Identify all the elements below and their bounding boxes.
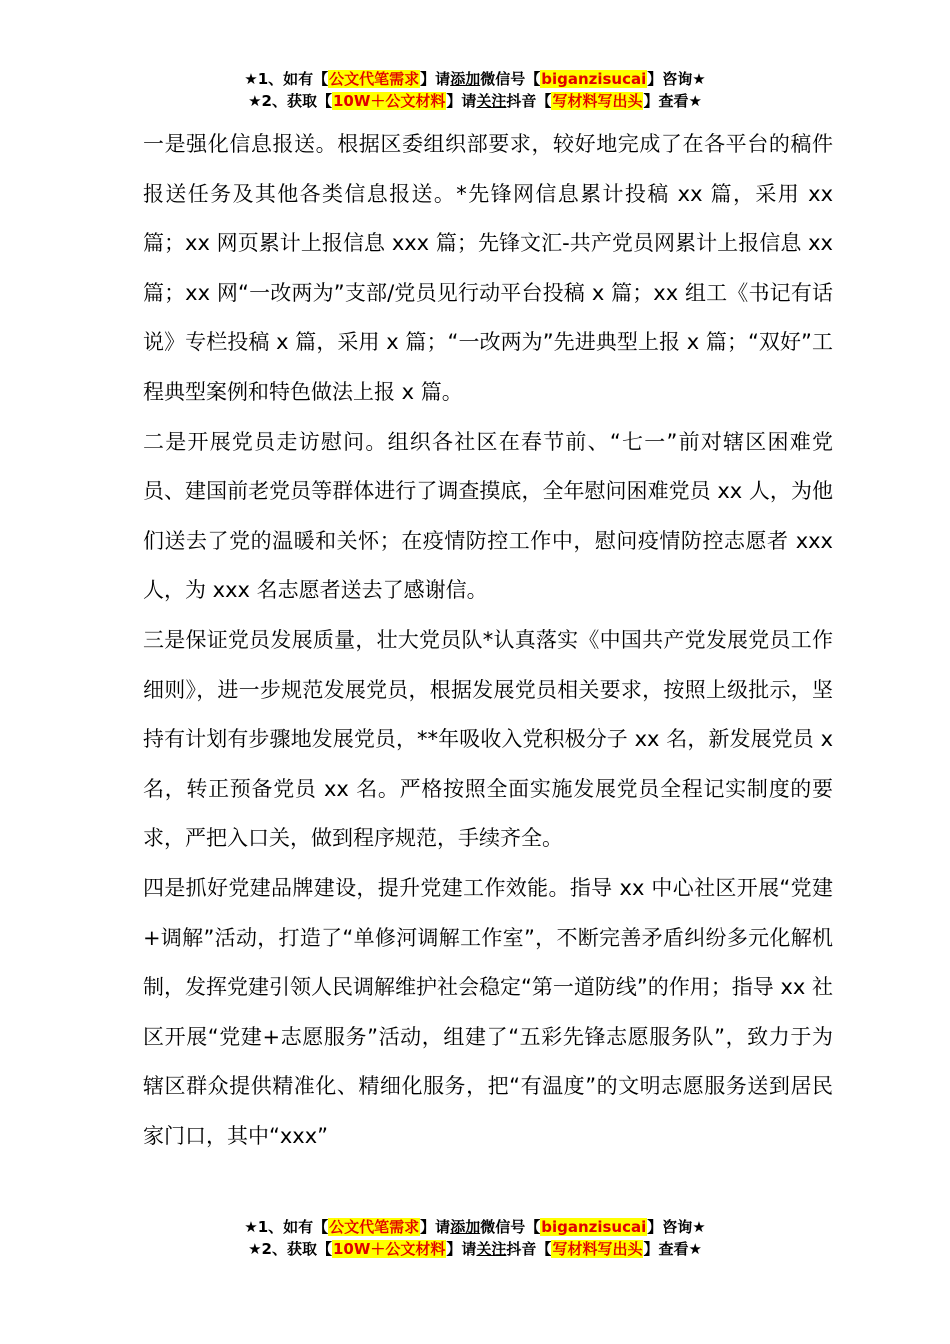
banner-text: 抖音【 [506, 92, 552, 110]
banner-text: 】请 [420, 70, 451, 88]
banner-text: 】查看★ [643, 1240, 702, 1258]
banner-text: 】请 [420, 1218, 451, 1236]
highlight-service: 公文代笔需求 [329, 1218, 420, 1236]
banner-text: 】请 [446, 92, 477, 110]
highlight-service: 公文代笔需求 [329, 70, 420, 88]
highlight-wechat-id: biganzisucai [541, 70, 647, 88]
underlined-text: 关注 [476, 1240, 507, 1258]
highlight-wechat-id: biganzisucai [541, 1218, 647, 1236]
underlined-text: 关注 [476, 92, 507, 110]
banner-text: ★2、获取【 [248, 1240, 332, 1258]
paragraph-member-development: 三是保证党员发展质量，壮大党员队*认真落实《中国共产党发展党员工作细则》，进一步规范发展党员，根据发展党员相关要求，按照上级批示，坚持有计划有步骤地发展党员，**年吸收入党积极分子 xx 名，新发展党员 x 名，转正预备党员 xx 名。严格按照全面实施发展党员全程记实制度的要求，严把入口关，做到程序规范，手续齐全。 [143, 627, 833, 851]
footer-banner [0, 1216, 950, 1260]
banner-text: 】咨询★ [647, 1218, 706, 1236]
highlight-douyin-account: 写材料写出头 [552, 92, 643, 110]
banner-text: ★1、如有【 [244, 1218, 329, 1236]
highlight-douyin-account: 写材料写出头 [552, 1240, 643, 1258]
paragraph-information-reporting: 一是强化信息报送。根据区委组织部要求，较好地完成了在各平台的稿件报送任务及其他各类信息报送。*先锋网信息累计投稿 xx 篇，采用 xx 篇；xx 网页累计上报信息 xxx 篇；先锋文汇-共产党员网累计上报信息 xx 篇；xx 网“一改两为”支部/党员见行动平台投稿 x 篇；xx 组工《书记有话说》专栏投稿 x 篇，采用 x 篇；“一改两为”先进典型上报 x 篇；“双好”工程典型案例和特色做法上报 x 篇。 [143, 132, 833, 404]
banner-text: 】咨询★ [647, 70, 706, 88]
highlight-materials: 10W＋公文材料 [332, 1240, 446, 1258]
banner-text: 抖音【 [506, 1240, 552, 1258]
paragraph-brand-building: 四是抓好党建品牌建设，提升党建工作效能。指导 xx 中心社区开展“党建+调解”活动，打造了“单修河调解工作室”，不断完善矛盾纠纷多元化解机制，发挥党建引领人民调解维护社会稳定“第一道防线”的作用；指导 xx 社区开展“党建+志愿服务”活动，组建了“五彩先锋志愿服务队”，致力于为辖区群众提供精准化、精细化服务，把“有温度”的文明志愿服务送到居民家门口，其中“xxx” [143, 875, 833, 1148]
banner-text: 微信号【 [480, 70, 541, 88]
banner-text: ★1、如有【 [244, 70, 329, 88]
document-body [143, 120, 833, 1161]
banner-line-2 [0, 90, 950, 112]
header-banner [0, 68, 950, 112]
banner-line-1 [0, 68, 950, 90]
underlined-text: 添加 [450, 70, 481, 88]
paragraph-member-visits: 二是开展党员走访慰问。组织各社区在春节前、“七一”前对辖区困难党员、建国前老党员等群体进行了调查摸底，全年慰问困难党员 xx 人，为他们送去了党的温暖和关怀；在疫情防控工作中，慰问疫情防控志愿者 xxx 人，为 xxx 名志愿者送去了感谢信。 [143, 429, 833, 603]
banner-text: 微信号【 [480, 1218, 541, 1236]
banner-text: ★2、获取【 [248, 92, 332, 110]
banner-text: 】查看★ [643, 92, 702, 110]
banner-line-2 [0, 1238, 950, 1260]
underlined-text: 添加 [450, 1218, 481, 1236]
highlight-materials: 10W＋公文材料 [332, 92, 446, 110]
banner-line-1 [0, 1216, 950, 1238]
banner-text: 】请 [446, 1240, 477, 1258]
